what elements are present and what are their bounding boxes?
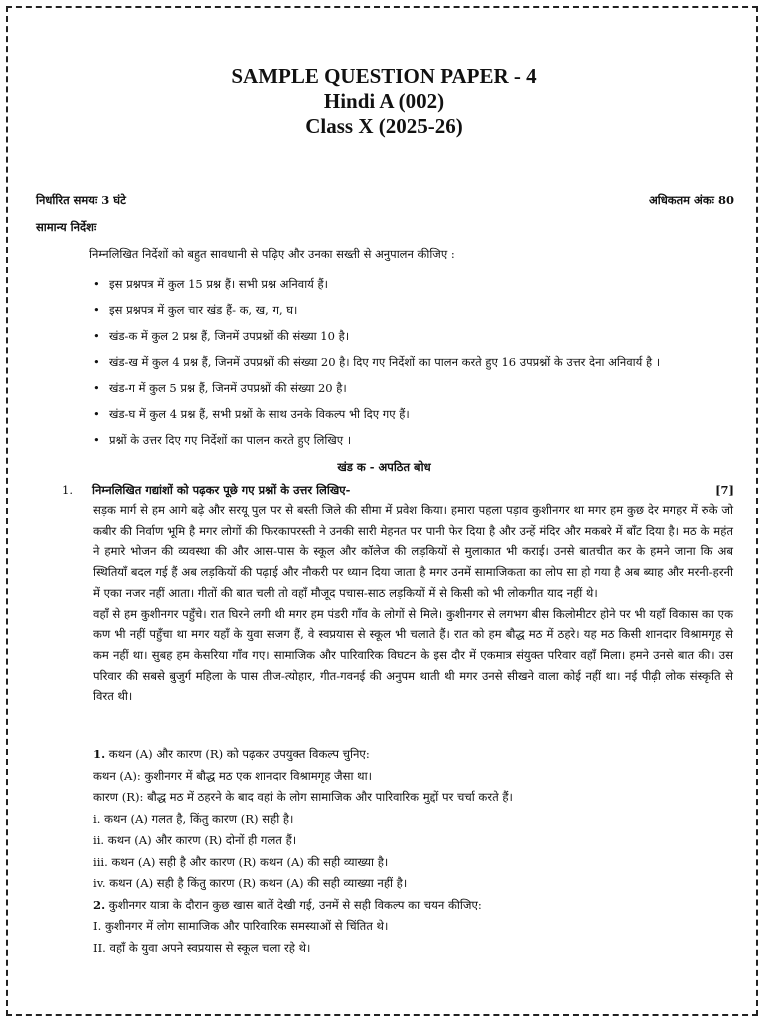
passage (93, 500, 733, 707)
paper-title: SAMPLE QUESTION PAPER - 4 (231, 64, 537, 88)
question-prompt: निम्नलिखित गद्यांशों को पढ़कर पूछे गए प्रश्नों के उत्तर लिखिए- (92, 483, 351, 497)
option-iv: iv. कथन (A) सही है किंतु कारण (R) कथन (A) की सही व्याख्या नहीं है। (93, 876, 408, 890)
bullet-icon: • (93, 355, 100, 369)
option-ii: ii. कथन (A) और कारण (R) दोनों ही गलत हैं। (93, 833, 297, 847)
paper-class: Class X (2025-26) (305, 114, 463, 138)
instruction-item: • प्रश्नों के उत्तर दिए गए निर्देशों का पालन करते हुए लिखिए । (93, 430, 753, 456)
reason: कारण (R): बौद्ध मठ में ठहरने के बाद वहां के लोग सामाजिक और पारिवारिक मुद्दों पर चर्चा करते हैं। (93, 790, 513, 804)
sub-questions (93, 744, 733, 959)
time-allowed: निर्धारित समयः 3 घंटे (36, 193, 126, 207)
instruction-item: • इस प्रश्नपत्र में कुल 15 प्रश्न हैं। सभी प्रश्न अनिवार्य हैं। (93, 274, 753, 300)
sub-question-1-prompt: 1. कथन (A) और कारण (R) को पढ़कर उपयुक्त विकल्प चुनिए: (93, 747, 370, 761)
statement-ii: II. वहाँ के युवा अपने स्वप्रयास से स्कूल चला रहे थे। (93, 940, 311, 955)
question-number: 1. (62, 483, 73, 497)
bullet-icon: • (93, 303, 100, 317)
question-marks: [7] (715, 483, 734, 497)
instruction-item: • खंड-ग में कुल 5 प्रश्न हैं, जिनमें उपप्रश्नों की संख्या 20 है। (93, 378, 753, 404)
section-title: खंड क - अपठित बोध (337, 460, 431, 474)
instruction-item: • इस प्रश्नपत्र में कुल चार खंड हैं- क, ख, ग, घ। (93, 300, 753, 326)
option-i: i. कथन (A) गलत है, किंतु कारण (R) सही है। (93, 811, 294, 826)
instructions-list (93, 274, 753, 456)
max-marks: अधिकतम अंकः 80 (648, 193, 734, 207)
bullet-icon: • (93, 407, 100, 421)
passage-paragraph-1: सड़क मार्ग से हम आगे बढ़े और सरयू पुल पर से बस्ती जिले की सीमा में प्रवेश किया। हमारा पहला पड़ाव कुशीनगर था मगर हम कुछ देर मगहर में रुके जो कबीर की निर्वाण भूमि है मगर लोगों की फिरकापरस्ती ने उनकी सारी मेहनत पर पानी फेर दिया है और उन्हें मंदिर और मकबरे में बाँट दिया है। मठ के महंत ने हमारे भोजन की व्यवस्था की और आस-पास के स्कूल और कॉलेज की लड़कियों से मुलाकात भी कराई। उनसे बातचीत कर के हमने जाना कि अब स्थितियाँ बदल गई हैं अब लड़कियों की पढ़ाई और नौकरी पर ध्यान दिया जाता है मगर उनमें सामाजिकता का लोप सा हो गया है अब ब्याह और मरनी-हरनी में एका नजर नहीं आता। गीतों की बात चली तो वहाँ मौजूद पचास-साठ लड़कियों में से किसी को भी लोकगीत याद नहीं थे। (93, 503, 733, 600)
instruction-item: • खंड-ख में कुल 4 प्रश्न हैं, जिनमें उपप्रश्नों की संख्या 20 है। दिए गए निर्देशों का पालन करते हुए 16 उपप्रश्नों के उत्तर देना अनिवार्य है । (93, 352, 753, 378)
paper-title-block (0, 64, 768, 139)
instruction-item: • खंड-क में कुल 2 प्रश्न हैं, जिनमें उपप्रश्नों की संख्या 10 है। (93, 326, 753, 352)
statement-i: I. कुशीनगर में लोग सामाजिक और पारिवारिक समस्याओं से चिंतित थे। (93, 919, 389, 933)
bullet-icon: • (93, 329, 100, 343)
passage-paragraph-2: वहाँ से हम कुशीनगर पहुँचे। रात घिरने लगी थी मगर हम पंडरी गाँव के लोगों से मिले। कुशीनगर से लगभग बीस किलोमीटर होने पर भी यहाँ विकास का एक कण भी नहीं पहुँचा था मगर यहाँ के युवा सजग हैं, वे स्वप्रयास से स्कूल भी चलाते हैं। रात को हम बौद्ध मठ में ठहरे। यह मठ किसी शानदार विश्रामगृह से कम नहीं था। सुबह हम केसरिया गाँव गए। सामाजिक और पारिवारिक विघटन के इस दौर में एकमात्र संयुक्त परिवार वहाँ मिला। हमने उनसे बात की। उस परिवार की सबसे बुजुर्ग महिला के पास तीज-त्योहार, गीत-गवनई की अनुपम थाती थी मगर उनसे सीखने वाला कोई नहीं था। नई पीढ़ी लोक संस्कृति से विरत थी। (93, 606, 733, 704)
meta-row (36, 193, 734, 208)
option-iii: iii. कथन (A) सही है और कारण (R) कथन (A) की सही व्याख्या है। (93, 854, 389, 869)
instructions-intro: निम्नलिखित निर्देशों को बहुत सावधानी से पढ़िए और उनका सख्ती से अनुपालन कीजिए : (89, 247, 455, 261)
bullet-icon: • (93, 381, 100, 395)
sub-question-2-prompt: 2. कुशीनगर यात्रा के दौरान कुछ खास बातें देखी गई, उनमें से सही विकल्प का चयन कीजिए: (93, 897, 482, 912)
instruction-item: • खंड-घ में कुल 4 प्रश्न हैं, सभी प्रश्नों के साथ उनके विकल्प भी दिए गए हैं। (93, 404, 753, 430)
general-instructions-heading: सामान्य निर्देशः (36, 220, 97, 234)
paper-subject: Hindi A (002) (323, 89, 445, 113)
assertion: कथन (A): कुशीनगर में बौद्ध मठ एक शानदार विश्रामगृह जैसा था। (93, 768, 372, 783)
bullet-icon: • (93, 277, 100, 291)
bullet-icon: • (93, 433, 100, 447)
